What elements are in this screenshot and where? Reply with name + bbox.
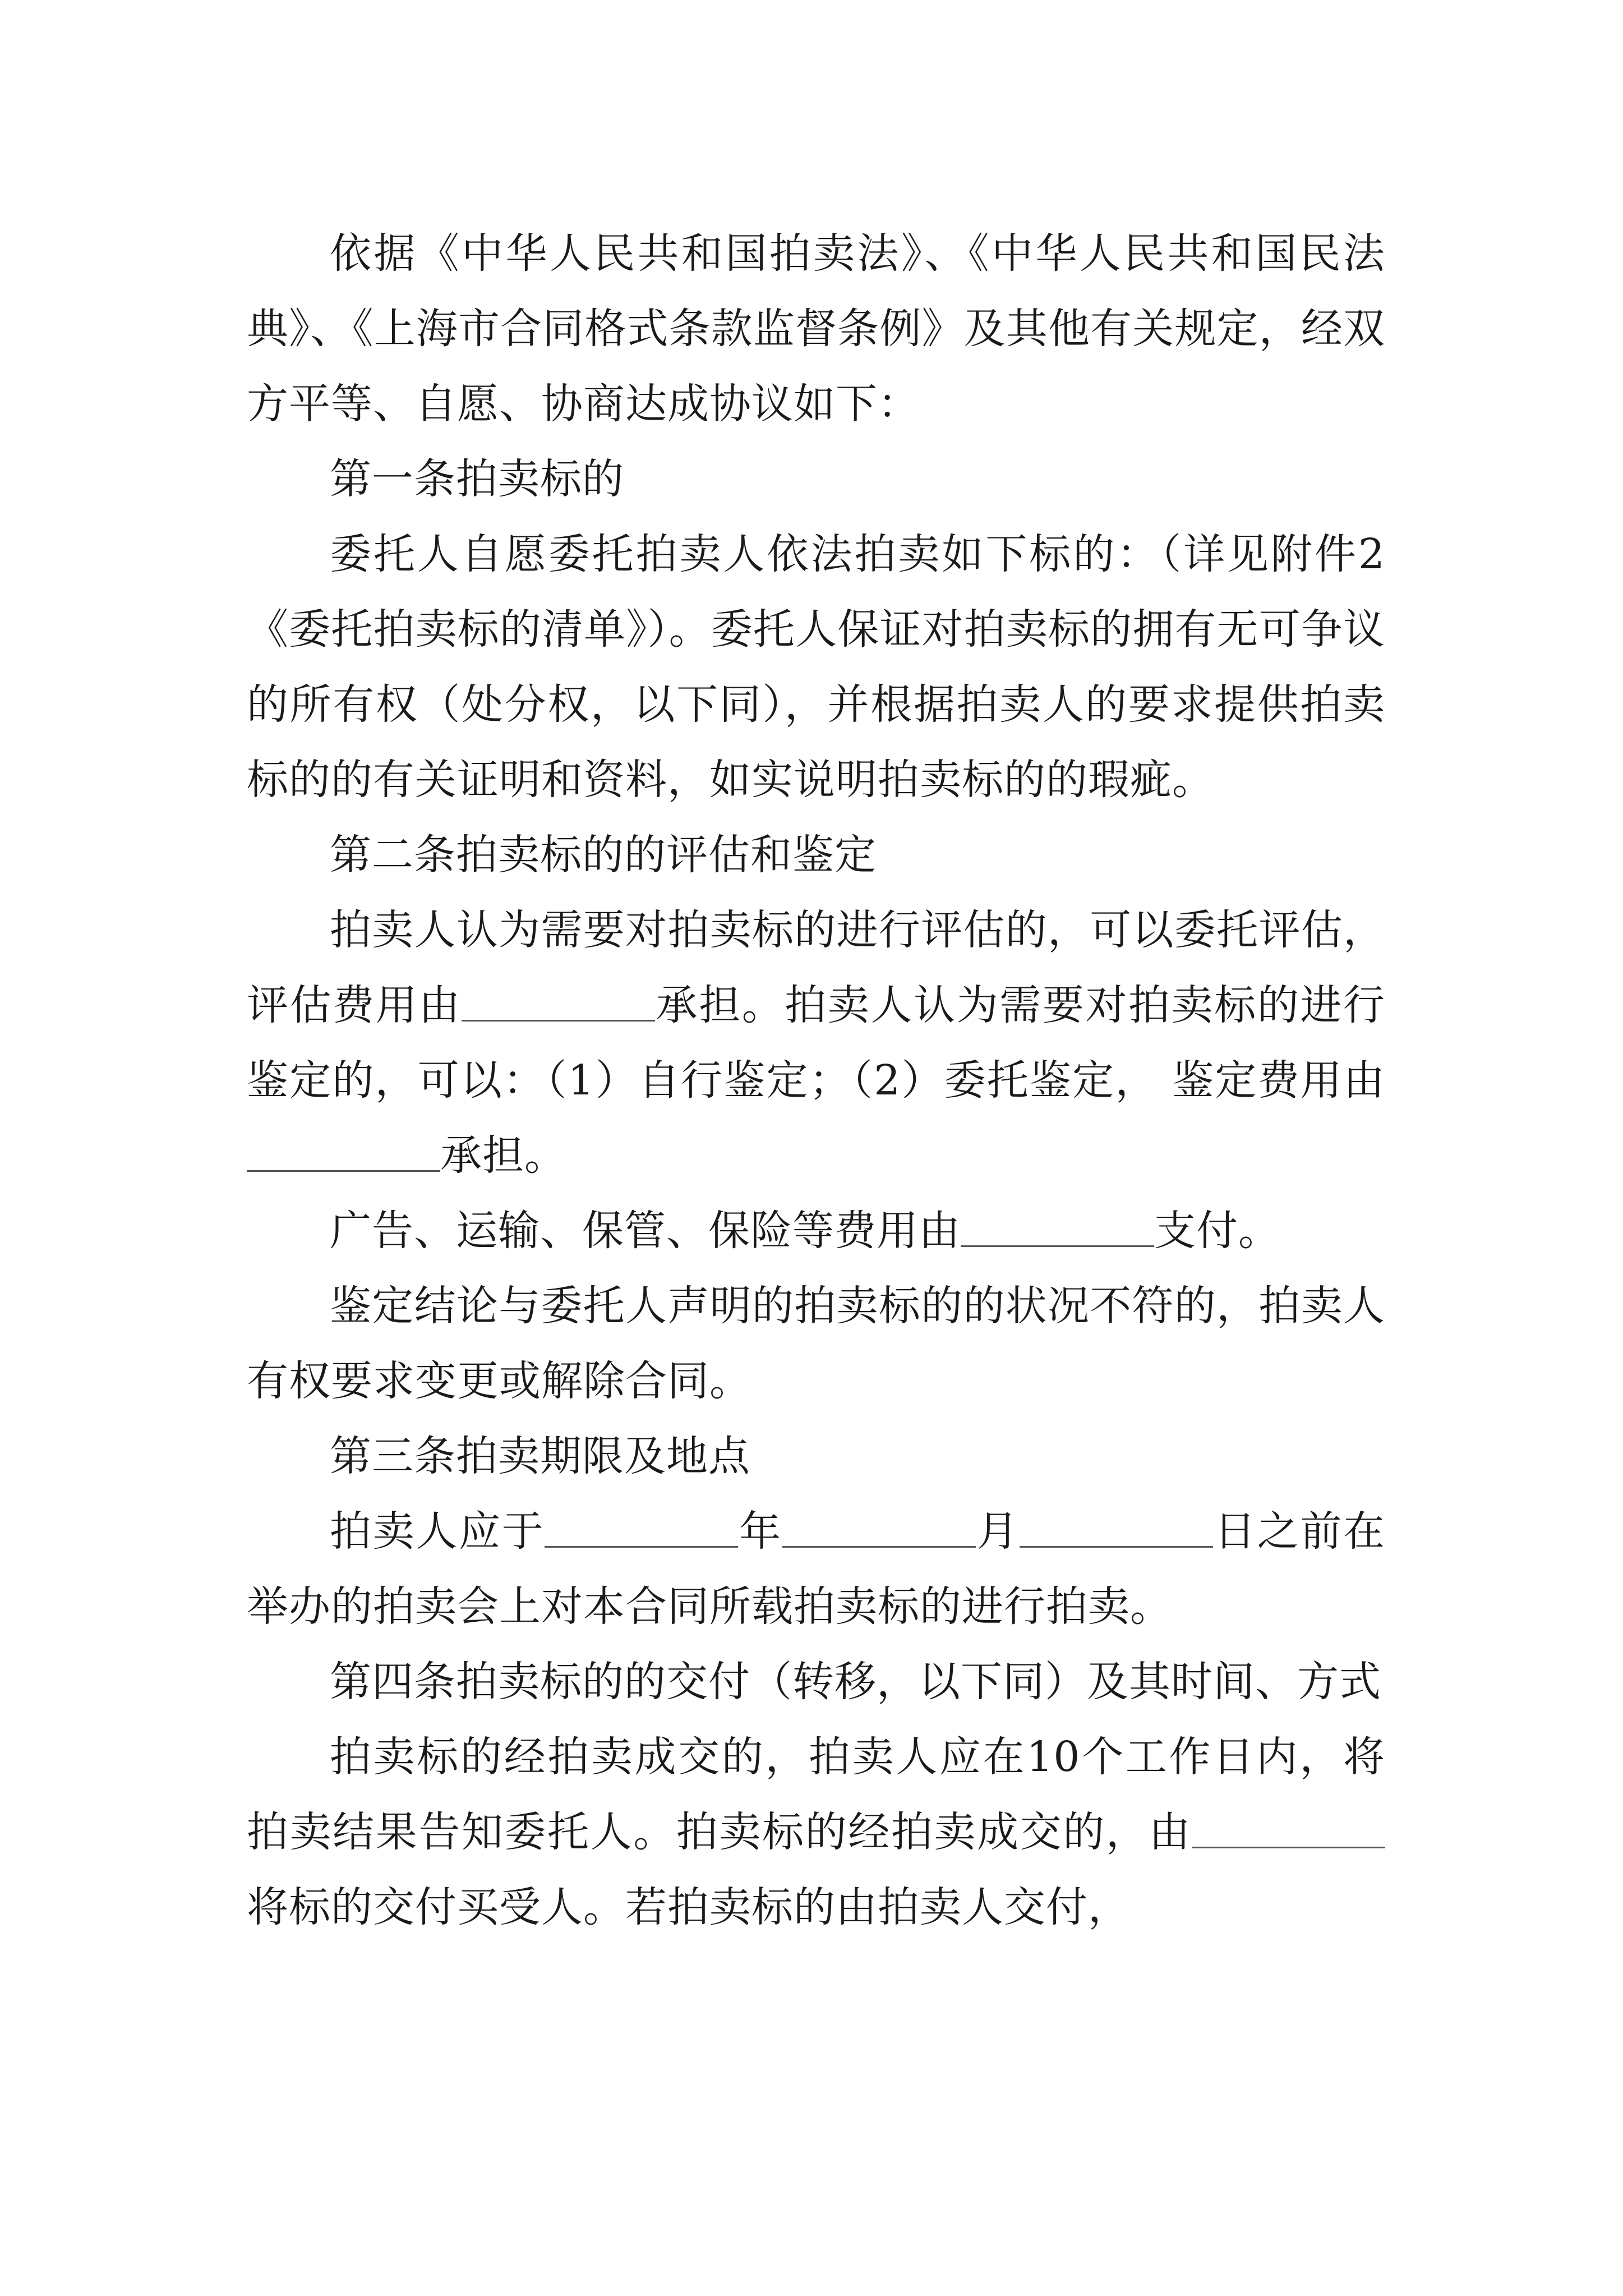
article-2-paragraph-3: 鉴定结论与委托人声明的拍卖标的的状况不符的，拍卖人有权要求变更或解除合同。	[247, 1282, 1385, 1405]
fill-blank-delivery-party[interactable]	[1192, 1813, 1385, 1848]
fill-blank-year[interactable]	[545, 1512, 738, 1548]
fill-blank-day[interactable]	[1020, 1512, 1213, 1548]
fill-blank-month[interactable]	[782, 1512, 976, 1548]
article-2-heading: 第二条拍卖标的的评估和鉴定	[330, 831, 877, 879]
document-body	[247, 216, 1385, 1945]
article-2-p2-text-a: 广告、运输、保管、保险等费用由	[330, 1207, 961, 1255]
article-3-heading: 第三条拍卖期限及地点	[330, 1432, 750, 1480]
article-1-heading: 第一条拍卖标的	[330, 455, 624, 503]
fill-blank-appraisal-payer[interactable]	[462, 986, 655, 1022]
article-4-text-b: 将标的交付买受人。若拍卖标的由拍卖人交付，	[247, 1883, 1130, 1931]
article-4-paragraph	[247, 1719, 1385, 1945]
article-4-text-a: 拍卖标的经拍卖成交的，拍卖人应在10个工作日内，将拍卖结果告知委托人。拍卖标的经拍卖成交的，由	[247, 1733, 1385, 1856]
article-3-year-label: 年	[738, 1507, 782, 1556]
article-2-text-c: 承担。	[440, 1131, 566, 1180]
article-1-paragraph: 委托人自愿委托拍卖人依法拍卖如下标的：（详见附件2《委托拍卖标的清单》）。委托人保证对拍卖标的拥有无可争议的所有权（处分权，以下同），并根据拍卖人的要求提供拍卖标的的有关证明和资料，如实说明拍卖标的的瑕疵。	[247, 530, 1385, 804]
article-2-text-a: 拍卖人认为需要对拍卖标的进行评估的，可以委托评估，评估费用由	[247, 906, 1385, 1029]
article-3-text-a: 拍卖人应于	[330, 1507, 545, 1556]
article-4-heading: 第四条拍卖标的的交付（转移，以下同）及其时间、方式	[330, 1658, 1381, 1706]
article-2-paragraph-2	[247, 1193, 1385, 1268]
article-3-paragraph	[247, 1494, 1385, 1644]
article-3-text-b: 日之前在举办的拍卖会上对本合同所载拍卖标的进行拍卖。	[247, 1507, 1386, 1631]
article-2-paragraph-1	[247, 892, 1385, 1193]
article-2-text-b: 承担。拍卖人认为需要对拍卖标的进行鉴定的，可以：（1）自行鉴定；（2）委托鉴定， 鉴定费用由	[247, 981, 1386, 1105]
article-3-month-label: 月	[975, 1507, 1020, 1556]
article-2-p2-text-b: 支付。	[1154, 1207, 1280, 1255]
fill-blank-identification-payer[interactable]	[247, 1137, 440, 1172]
preamble-paragraph: 依据《中华人民共和国拍卖法》、《中华人民共和国民法典》、《上海市合同格式条款监督条例》及其他有关规定，经双方平等、自愿、协商达成协议如下：	[247, 229, 1385, 428]
fill-blank-expenses-payer[interactable]	[961, 1212, 1154, 1247]
